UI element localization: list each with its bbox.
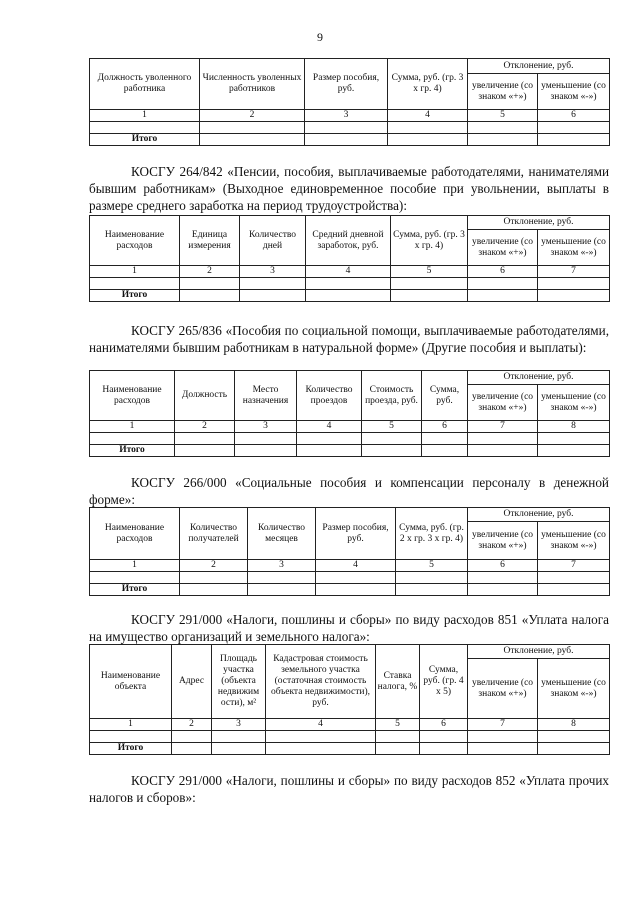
table-pensions-benefits xyxy=(89,215,610,302)
col-number: 4 xyxy=(306,266,391,278)
paragraph-kosgu-291-852: КОСГУ 291/000 «Налоги, пошлины и сборы» по виду расходов 852 «Уплата прочих налогов и сборов»: xyxy=(89,773,609,805)
col-header: Единица измерения xyxy=(180,216,240,266)
col-number: 5 xyxy=(362,421,422,433)
col-number: 2 xyxy=(200,110,305,122)
col-number: 4 xyxy=(297,421,362,433)
table-property-land-tax xyxy=(89,644,610,755)
table-row xyxy=(90,433,610,445)
deviation-header: Отклонение, руб. xyxy=(468,216,610,230)
col-number: 6 xyxy=(538,110,610,122)
col-header: Стоимость проезда, руб. xyxy=(362,371,422,421)
col-header: Адрес xyxy=(172,645,212,719)
col-number: 7 xyxy=(538,560,610,572)
total-label: Итого xyxy=(90,134,200,146)
col-header: Сумма, руб. (гр. 2 х гр. 3 х гр. 4) xyxy=(396,508,468,560)
deviation-header: Отклонение, руб. xyxy=(468,59,610,74)
col-header: Сумма, руб. (гр. 3 х гр. 4) xyxy=(388,59,468,110)
col-header: Ставка налога, % xyxy=(376,645,420,719)
col-number: 1 xyxy=(90,719,172,731)
col-number: 1 xyxy=(90,266,180,278)
col-number: 6 xyxy=(422,421,468,433)
col-number: 5 xyxy=(396,560,468,572)
col-header-decrease: уменьшение (со знаком «-») xyxy=(538,522,610,560)
col-number: 4 xyxy=(316,560,396,572)
col-header: Наименование объекта xyxy=(90,645,172,719)
paragraph-kosgu-265: КОСГУ 265/836 «Пособия по социальной помощи, выплачиваемые работодателями, нанимателями бывшим работникам в натуральной форме» (Другие пособия и выплаты): xyxy=(89,323,609,355)
table-social-benefits-money xyxy=(89,507,610,596)
col-number: 6 xyxy=(468,266,538,278)
col-number: 8 xyxy=(538,719,610,731)
col-header: Сумма, руб. xyxy=(422,371,468,421)
col-header: Размер пособия, руб. xyxy=(305,59,388,110)
col-header: Количество дней xyxy=(240,216,306,266)
paragraph-kosgu-264: КОСГУ 264/842 «Пенсии, пособия, выплачиваемые работодателями, нанимателями бывшим работникам» (Выходное единовременное пособие при увольнении, выплаты в размере среднего заработка на период трудоустройства): xyxy=(89,164,609,213)
col-number: 4 xyxy=(388,110,468,122)
col-header: Сумма, руб. (гр. 3 х гр. 4) xyxy=(391,216,468,266)
table-social-help-natural xyxy=(89,370,610,457)
col-number: 1 xyxy=(90,110,200,122)
col-number: 1 xyxy=(90,421,175,433)
col-number: 2 xyxy=(180,560,248,572)
deviation-header: Отклонение, руб. xyxy=(468,645,610,659)
total-label: Итого xyxy=(90,290,180,302)
col-header: Кадастровая стоимость земельного участка (остаточная стоимость объекта недвижимости), руб. xyxy=(266,645,376,719)
col-number: 1 xyxy=(90,560,180,572)
col-number: 2 xyxy=(175,421,235,433)
col-header-decrease: уменьшение (со знаком «-») xyxy=(538,659,610,719)
col-number: 8 xyxy=(538,421,610,433)
total-label: Итого xyxy=(90,584,180,596)
total-label: Итого xyxy=(90,743,172,755)
col-number: 5 xyxy=(376,719,420,731)
col-number: 3 xyxy=(240,266,306,278)
total-label: Итого xyxy=(90,445,175,457)
col-header-increase: увеличение (со знаком «+») xyxy=(468,74,538,110)
col-number: 3 xyxy=(235,421,297,433)
col-header-increase: увеличение (со знаком «+») xyxy=(468,522,538,560)
col-number: 5 xyxy=(468,110,538,122)
deviation-header: Отклонение, руб. xyxy=(468,508,610,522)
col-header-increase: увеличение (со знаком «+») xyxy=(468,659,538,719)
col-header-decrease: уменьшение (со знаком «-») xyxy=(538,74,610,110)
col-number: 5 xyxy=(391,266,468,278)
col-header: Должность xyxy=(175,371,235,421)
col-header-decrease: уменьшение (со знаком «-») xyxy=(538,385,610,421)
col-header-decrease: уменьшение (со знаком «-») xyxy=(538,230,610,266)
table-row xyxy=(90,122,610,134)
table-row xyxy=(90,731,610,743)
col-header: Численность уволенных работников xyxy=(200,59,305,110)
col-header: Количество проездов xyxy=(297,371,362,421)
col-number: 7 xyxy=(538,266,610,278)
paragraph-kosgu-291-851: КОСГУ 291/000 «Налоги, пошлины и сборы» по виду расходов 851 «Уплата налога на имущество организаций и земельного налога»: xyxy=(89,612,609,644)
col-number: 3 xyxy=(248,560,316,572)
table-row xyxy=(90,278,610,290)
col-number: 2 xyxy=(180,266,240,278)
col-number: 6 xyxy=(468,560,538,572)
table-severance-positions xyxy=(89,58,610,146)
col-number: 3 xyxy=(305,110,388,122)
col-number: 7 xyxy=(468,421,538,433)
col-header: Место назначения xyxy=(235,371,297,421)
col-header: Наименование расходов xyxy=(90,216,180,266)
col-header: Сумма, руб. (гр. 4 х 5) xyxy=(420,645,468,719)
col-header-increase: увеличение (со знаком «+») xyxy=(468,385,538,421)
col-number: 6 xyxy=(420,719,468,731)
col-header: Количество получателей xyxy=(180,508,248,560)
col-header: Площадь участка (объекта недвижим ости), м² xyxy=(212,645,266,719)
page-number: 9 xyxy=(317,30,323,44)
deviation-header: Отклонение, руб. xyxy=(468,371,610,385)
col-header: Наименование расходов xyxy=(90,371,175,421)
col-header: Количество месяцев xyxy=(248,508,316,560)
col-number: 4 xyxy=(266,719,376,731)
col-header: Наименование расходов xyxy=(90,508,180,560)
col-number: 2 xyxy=(172,719,212,731)
col-number: 3 xyxy=(212,719,266,731)
paragraph-kosgu-266: КОСГУ 266/000 «Социальные пособия и компенсации персоналу в денежной форме»: xyxy=(89,475,609,507)
col-header: Размер пособия, руб. xyxy=(316,508,396,560)
col-header-increase: увеличение (со знаком «+») xyxy=(468,230,538,266)
table-row xyxy=(90,572,610,584)
col-number: 7 xyxy=(468,719,538,731)
col-header: Должность уволенного работника xyxy=(90,59,200,110)
col-header: Средний дневной заработок, руб. xyxy=(306,216,391,266)
